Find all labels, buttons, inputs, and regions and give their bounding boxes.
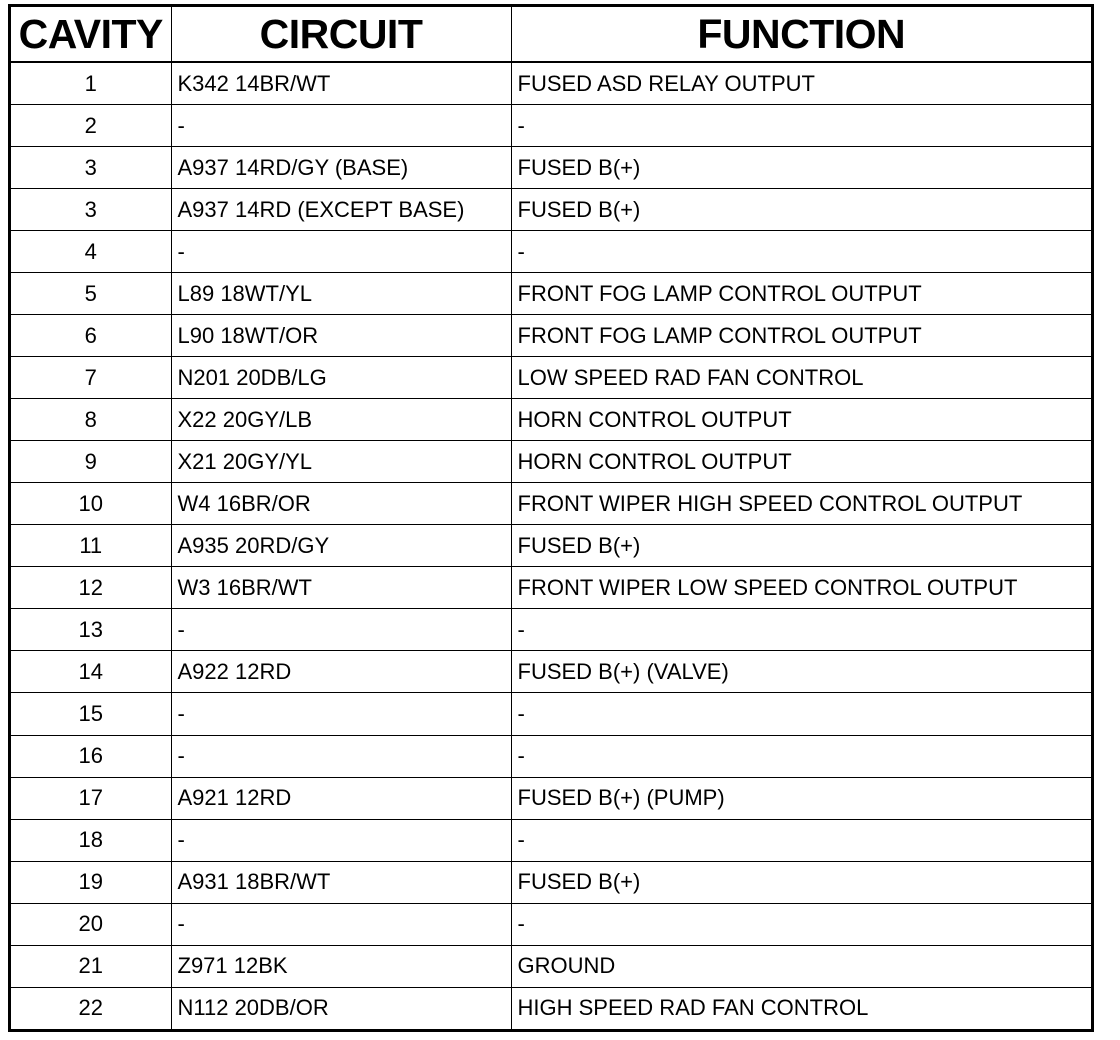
cell-function: FUSED B(+) (VALVE) xyxy=(511,651,1091,693)
cell-circuit: - xyxy=(171,735,511,777)
table-row xyxy=(11,231,1091,273)
cell-cavity: 5 xyxy=(11,273,171,315)
cell-function: FRONT WIPER HIGH SPEED CONTROL OUTPUT xyxy=(511,483,1091,525)
cell-cavity: 7 xyxy=(11,357,171,399)
table-row xyxy=(11,861,1091,903)
cell-circuit: A937 14RD/GY (BASE) xyxy=(171,147,511,189)
table-row xyxy=(11,483,1091,525)
cell-circuit: Z971 12BK xyxy=(171,945,511,987)
table-row xyxy=(11,735,1091,777)
cell-circuit: A935 20RD/GY xyxy=(171,525,511,567)
header-circuit: CIRCUIT xyxy=(171,7,511,62)
cell-cavity: 4 xyxy=(11,231,171,273)
cell-circuit: - xyxy=(171,819,511,861)
cell-cavity: 3 xyxy=(11,147,171,189)
table-row xyxy=(11,987,1091,1029)
cell-circuit: N201 20DB/LG xyxy=(171,357,511,399)
cell-cavity: 11 xyxy=(11,525,171,567)
cell-cavity: 8 xyxy=(11,399,171,441)
cell-cavity: 15 xyxy=(11,693,171,735)
cell-cavity: 18 xyxy=(11,819,171,861)
cell-circuit: W4 16BR/OR xyxy=(171,483,511,525)
table-row xyxy=(11,651,1091,693)
connector-pinout-table xyxy=(11,7,1091,1029)
cell-function: - xyxy=(511,609,1091,651)
table-body xyxy=(11,62,1091,1029)
header-function: FUNCTION xyxy=(511,7,1091,62)
cell-function: FUSED B(+) xyxy=(511,525,1091,567)
cell-cavity: 1 xyxy=(11,62,171,105)
cell-function: HIGH SPEED RAD FAN CONTROL xyxy=(517,995,869,1021)
table-row xyxy=(11,567,1091,609)
table-row xyxy=(11,189,1091,231)
table-row xyxy=(11,903,1091,945)
cell-cavity: 2 xyxy=(11,105,171,147)
cell-cavity: 20 xyxy=(11,903,171,945)
cell-function: - xyxy=(511,693,1091,735)
cell-function: - xyxy=(511,903,1091,945)
cell-circuit: - xyxy=(171,609,511,651)
cell-circuit: X21 20GY/YL xyxy=(171,441,511,483)
cell-function: FRONT FOG LAMP CONTROL OUTPUT xyxy=(511,273,1091,315)
table-row xyxy=(11,105,1091,147)
cell-circuit: A931 18BR/WT xyxy=(171,861,511,903)
cell-cavity: 13 xyxy=(11,609,171,651)
table-row xyxy=(11,62,1091,105)
table-row xyxy=(11,609,1091,651)
cell-cavity: 17 xyxy=(11,777,171,819)
cell-circuit: L89 18WT/YL xyxy=(171,273,511,315)
cell-circuit: - xyxy=(171,231,511,273)
cell-circuit: X22 20GY/LB xyxy=(171,399,511,441)
cell-circuit: - xyxy=(171,693,511,735)
cell-cavity: 22 xyxy=(11,987,171,1029)
connector-pinout-table-frame xyxy=(8,4,1094,1032)
table-row xyxy=(11,399,1091,441)
cell-circuit: A937 14RD (EXCEPT BASE) xyxy=(171,189,511,231)
cell-circuit: N112 20DB/OR xyxy=(171,987,511,1029)
cell-function: HORN CONTROL OUTPUT xyxy=(511,399,1091,441)
cell-function: - xyxy=(511,819,1091,861)
cell-circuit: W3 16BR/WT xyxy=(171,567,511,609)
cell-function: - xyxy=(511,105,1091,147)
cell-cavity: 3 xyxy=(11,189,171,231)
cell-cavity: 12 xyxy=(11,567,171,609)
cell-cavity: 6 xyxy=(11,315,171,357)
table-row xyxy=(11,357,1091,399)
cell-function: FUSED B(+) xyxy=(511,147,1091,189)
cell-function: - xyxy=(511,735,1091,777)
header-row xyxy=(11,7,1091,62)
table-row xyxy=(11,777,1091,819)
table-row xyxy=(11,819,1091,861)
cell-cavity: 16 xyxy=(11,735,171,777)
table-row xyxy=(11,315,1091,357)
cell-function: FRONT WIPER LOW SPEED CONTROL OUTPUT xyxy=(511,567,1091,609)
table-row xyxy=(11,441,1091,483)
cell-cavity: 10 xyxy=(11,483,171,525)
table-row xyxy=(11,525,1091,567)
header-cavity: CAVITY xyxy=(11,7,171,62)
cell-function: LOW SPEED RAD FAN CONTROL xyxy=(511,357,1091,399)
cell-function: GROUND xyxy=(511,945,1091,987)
cell-cavity: 19 xyxy=(11,861,171,903)
cell-function: FUSED ASD RELAY OUTPUT xyxy=(511,62,1091,105)
table-row xyxy=(11,693,1091,735)
table-row xyxy=(11,945,1091,987)
cell-circuit: K342 14BR/WT xyxy=(171,62,511,105)
cell-cavity: 21 xyxy=(11,945,171,987)
cell-circuit: A922 12RD xyxy=(171,651,511,693)
cell-function: FRONT FOG LAMP CONTROL OUTPUT xyxy=(511,315,1091,357)
cell-cavity: 9 xyxy=(11,441,171,483)
table-row xyxy=(11,273,1091,315)
cell-cavity: 14 xyxy=(11,651,171,693)
cell-function: FUSED B(+) xyxy=(511,861,1091,903)
cell-function: FUSED B(+) (PUMP) xyxy=(511,777,1091,819)
cell-function: - xyxy=(511,231,1091,273)
cell-circuit: - xyxy=(171,903,511,945)
table-row xyxy=(11,147,1091,189)
cell-circuit: L90 18WT/OR xyxy=(171,315,511,357)
cell-function: FUSED B(+) xyxy=(511,189,1091,231)
cell-circuit: A921 12RD xyxy=(171,777,511,819)
cell-function: HORN CONTROL OUTPUT xyxy=(511,441,1091,483)
cell-circuit: - xyxy=(171,105,511,147)
